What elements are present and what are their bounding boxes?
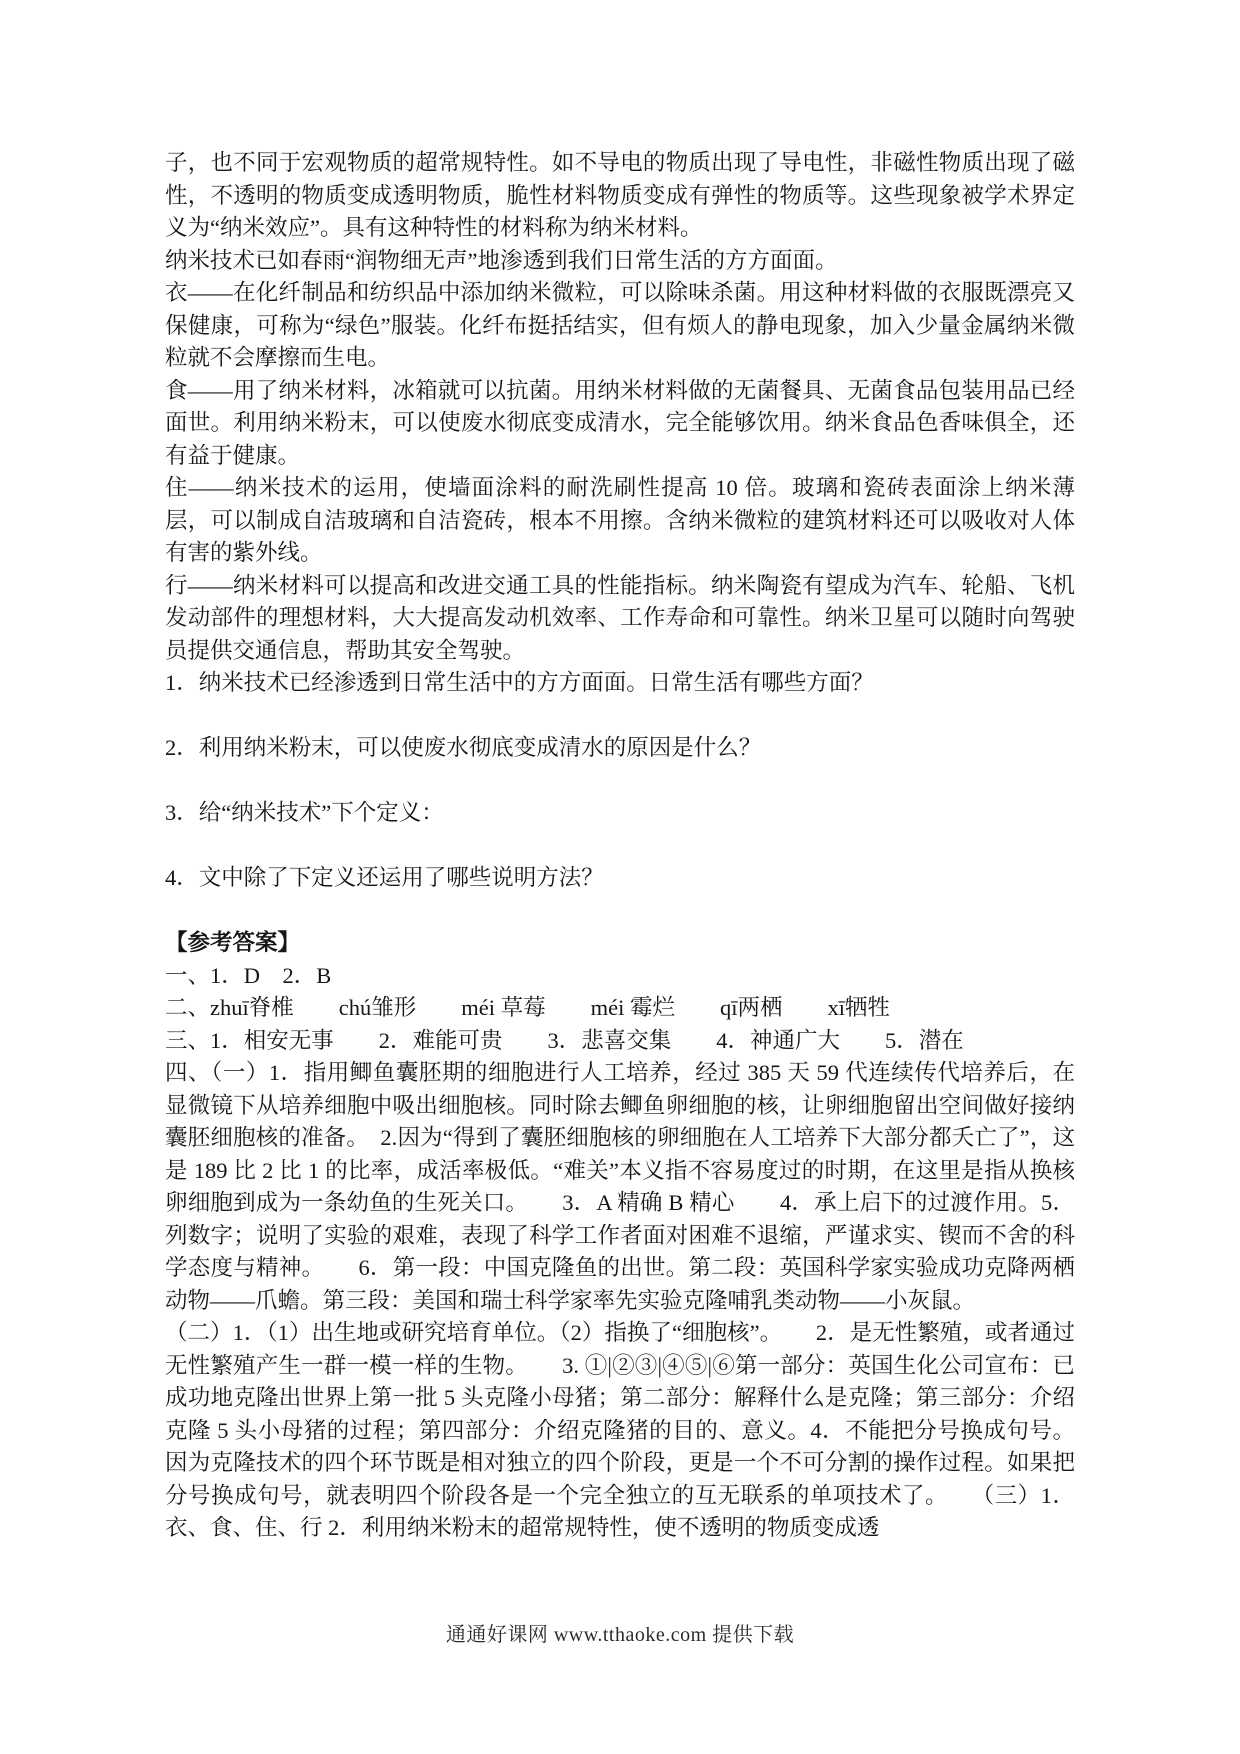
question-item-4: 4．文中除了下定义还运用了哪些说明方法？ [165,865,604,890]
passage-paragraph: 住——纳米技术的运用，使墙面涂料的耐洗刷性提高 10 倍。玻璃和瓷砖表面涂上纳米薄层，可以制成自洁玻璃和自洁瓷砖，根本不用擦。含纳米微粒的建筑材料还可以吸收对人体有害的紫外线。 [165,475,1075,565]
page-footer [0,1622,1240,1648]
question-item-3: 3．给“纳米技术”下个定义： [165,800,444,825]
answer-key-header: 【参考答案】 [165,930,301,955]
answer-paragraph-2: 二、zhuī脊椎 chú雏形 méi 草莓 méi 霉烂 qī两栖 xī牺牲 [165,995,890,1020]
question-item-1: 1．纳米技术已经渗透到日常生活中的方方面面。日常生活有哪些方面？ [165,670,874,695]
answer-paragraph-3: 三、1．相安无事 2．难能可贵 3．悲喜交集 4．神通广大 5．潜在 [165,1027,964,1053]
passage-paragraph: 衣——在化纤制品和纺织品中添加纳米微粒，可以除味杀菌。用这种材料做的衣服既漂亮又保健康，可称为“绿色”服装。化纤布挺括结实，但有烦人的静电现象，加入少量金属纳米微粒就不会摩擦而生电。 [165,280,1075,370]
passage-paragraph: 子，也不同于宏观物质的超常规特性。如不导电的物质出现了导电性，非磁性物质出现了磁性，不透明的物质变成透明物质，脆性材料物质变成有弹性的物质等。这些现象被学术界定义为“纳米效应”。具有这种特性的材料称为纳米材料。 [165,150,1075,240]
passage-paragraph: 行——纳米材料可以提高和改进交通工具的性能指标。纳米陶瓷有望成为汽车、轮船、飞机发动部件的理想材料，大大提高发动机效率、工作寿命和可靠性。纳米卫星可以随时向驾驶员提供交通信息，帮助其安全驾驶。 [165,572,1075,663]
question-item-2: 2．利用纳米粉末，可以使废水彻底变成清水的原因是什么？ [165,735,762,760]
passage-paragraph: 纳米技术已如春雨“润物细无声”地渗透到我们日常生活的方方面面。 [165,247,838,273]
passage-paragraph: 食——用了纳米材料，冰箱就可以抗菌。用纳米材料做的无菌餐具、无菌食品包装用品已经面世。利用纳米粉末，可以使废水彻底变成清水，完全能够饮用。纳米食品色香味俱全，还有益于健康。 [165,377,1075,468]
answer-paragraph-4: 四、（一）1．指用鲫鱼囊胚期的细胞进行人工培养，经过 385 天 59 代连续传代培养后，在显微镜下从培养细胞中吸出细胞核。同时除去鲫鱼卵细胞的核，让卵细胞留出空间做好接纳囊胚细胞核的准备。 2.因为“得到了囊胚细胞核的卵细胞在人工培养下大部分都夭亡了”，这是 189 比 2 比 1 的比率，成活率极低。“难关”本义指不容易度过的时期，在这里是指从换核卵细胞到成为一条幼鱼的生死关口。 3．A 精确 B 精心 4．承上启下的过渡作用。5．列数字；说明了实验的艰难，表现了科学工作者面对困难不退缩，严谨求实、锲而不舍的科学态度与精神。 6．第一段：中国克隆鱼的出世。第二段：英国科学家实验成功克降两栖动物——爪蟾。第三段：美国和瑞士科学家率先实验克隆哺乳类动物——小灰鼠。 [165,1060,1075,1313]
answer-paragraph-5: （二）1．（1）出生地或研究培育单位。（2）指换了“细胞核”。 2．是无性繁殖，或者通过无性繁殖产生一群一模一样的生物。 3. ①|②③|④⑤|⑥第一部分：英国生化公司宣布：已成功地克隆出世界上第一批 5 头克隆小母猪；第二部分：解释什么是克隆；第三部分：介绍克隆 5 头小母猪的过程；第四部分：介绍克隆猪的目的、意义。4．不能把分号换成句号。因为克隆技术的四个环节既是相对独立的四个阶段，更是一个不可分割的操作过程。如果把分号换成句号，就表明四个阶段各是一个完全独立的互无联系的单项技术了。 （三）1．衣、食、住、行 2．利用纳米粉末的超常规特性，使不透明的物质变成透 [165,1320,1075,1540]
answer-paragraph-1: 一、1．D 2．B [165,962,332,988]
document-content [165,147,1075,1545]
footer-site-text: 通通好课网 www.tthaoke.com 提供下载 [445,1624,795,1646]
